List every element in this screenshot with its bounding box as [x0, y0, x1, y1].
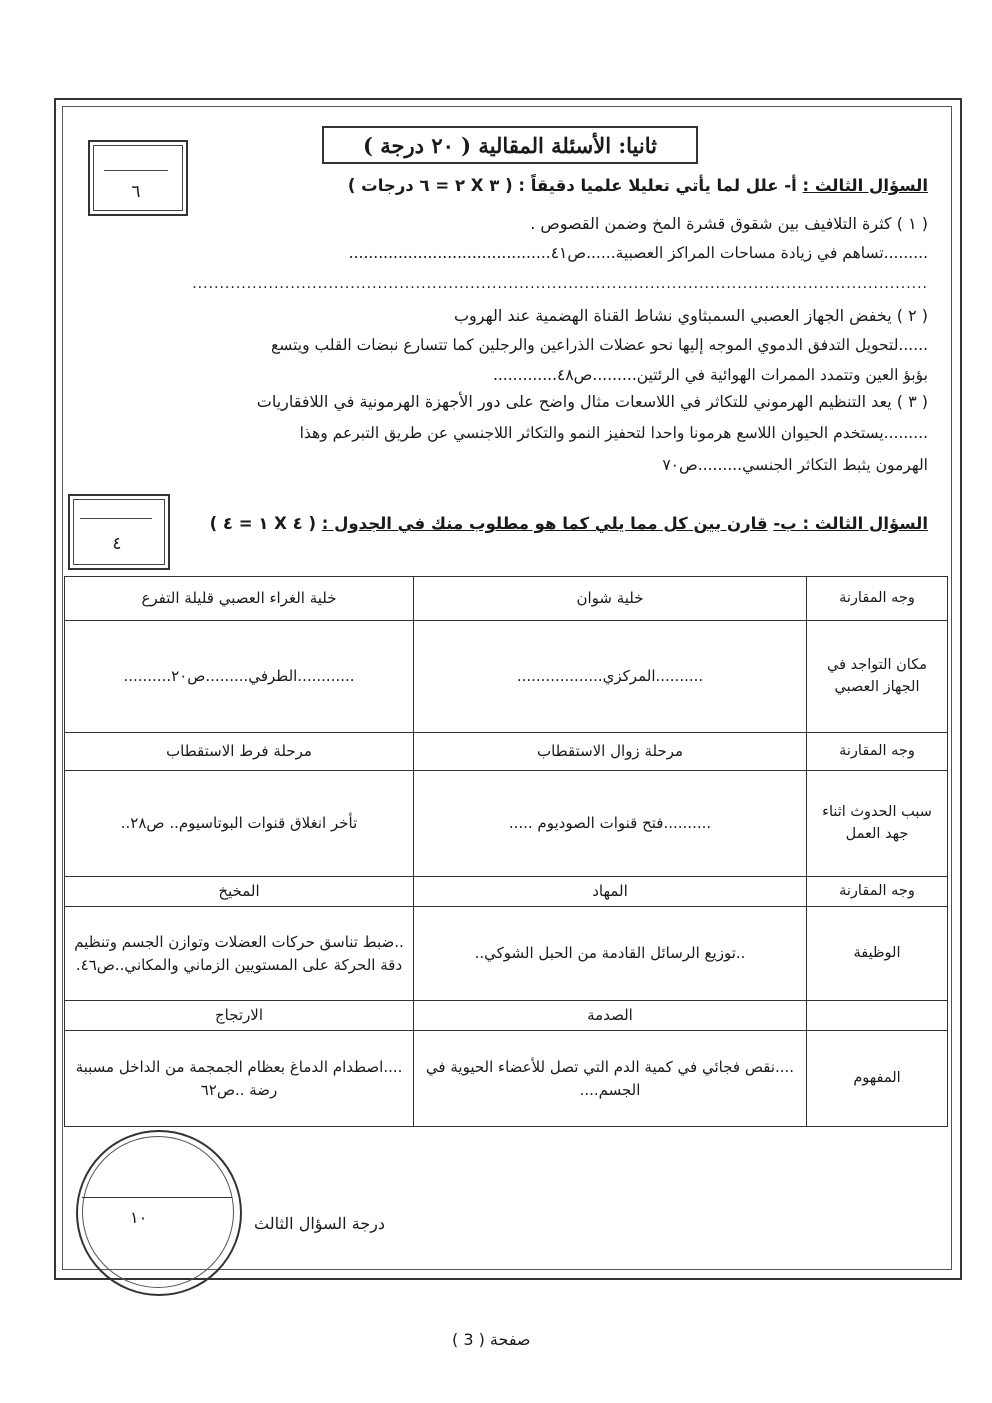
part-a-header	[348, 176, 928, 195]
part-b-header-marks: ( ٤ X ١ = ٤ )	[209, 514, 316, 533]
part-a-score-box	[88, 140, 188, 216]
part-b-header-task: قارن بين كل مما يلي كما هو مطلوب منك في الجدول :	[321, 514, 768, 533]
question-3: ( ٣ ) يعد التنظيم الهرموني للتكاثر في اللاسعات مثال واضح على دور الأجهزة الهرمونية في اللافقاريات	[256, 392, 928, 411]
table-cell-col2: تأخر انغلاق قنوات البوتاسيوم.. ص٢٨..	[65, 771, 414, 877]
table-cell-col1: مرحلة زوال الاستقطاب	[414, 733, 807, 771]
page-number: صفحة ( 3 )	[452, 1330, 531, 1349]
table-cell-col2: مرحلة فرط الاستقطاب	[65, 733, 414, 771]
comparison-table	[64, 576, 948, 1127]
part-b-score-divider	[80, 518, 152, 519]
table-cell-col2: المخيخ	[65, 877, 414, 907]
table-cell-col1: ..........فتح قنوات الصوديوم .....	[414, 771, 807, 877]
total-score-value: ١٠	[130, 1208, 148, 1227]
table-row	[65, 877, 948, 907]
part-a-score-divider	[104, 170, 168, 171]
answer-3-line-1: .........يستخدم الحيوان اللاسع هرمونا واحدا لتحفيز النمو والتكاثر اللاجنسي عن طريق التبرعم وهذا	[299, 424, 928, 442]
table-cell-col1: خلية شوان	[414, 577, 807, 621]
table-cell-side: المفهوم	[807, 1031, 948, 1127]
question-2: ( ٢ ) يخفض الجهاز العصبي السمبثاوي نشاط القناة الهضمية عند الهروب	[453, 306, 928, 325]
table-cell-col2: الارتجاج	[65, 1001, 414, 1031]
total-score-stamp-inner	[82, 1136, 234, 1288]
part-b-header-label: السؤال الثالث : ب-	[773, 514, 928, 533]
table-row	[65, 733, 948, 771]
table-cell-side: الوظيفة	[807, 907, 948, 1001]
table-row	[65, 577, 948, 621]
table-cell-col2: ....اصطدام الدماغ بعظام الجمجمة من الداخل مسببة رضة ..ص٦٢	[65, 1031, 414, 1127]
table-row	[65, 621, 948, 733]
part-b-header	[210, 514, 928, 533]
total-score-label: درجة السؤال الثالث	[254, 1214, 386, 1233]
part-a-score: ٦	[131, 182, 141, 202]
answer-3-line-2: الهرمون يثبط التكاثر الجنسي.........ص٧٠	[662, 456, 928, 474]
table-row	[65, 1001, 948, 1031]
part-b-score: ٤	[112, 534, 122, 554]
table-cell-side	[807, 1001, 948, 1031]
table-cell-side: سبب الحدوث اثناء جهد العمل	[807, 771, 948, 877]
table-cell-side: وجه المقارنة	[807, 577, 948, 621]
table-cell-side: وجه المقارنة	[807, 877, 948, 907]
table-cell-side: مكان التواجد في الجهاز العصبي	[807, 621, 948, 733]
answer-2-line-2: بؤبؤ العين وتتمدد الممرات الهوائية في الرئتين.........ص٤٨.............	[492, 366, 928, 384]
part-a-header-label: السؤال الثالث :	[802, 176, 928, 195]
part-a-header-marks: ( ٣ X ٢ = ٦ درجات )	[347, 176, 513, 195]
table-cell-col2: ..ضبط تناسق حركات العضلات وتوازن الجسم وتنظيم دقة الحركة على المستويين الزماني والمكاني..ص٤٦.	[65, 907, 414, 1001]
total-score-stamp-divider	[82, 1197, 232, 1198]
table-row	[65, 1031, 948, 1127]
table-row	[65, 771, 948, 877]
table-cell-col1: ....نقص فجائي في كمية الدم التي تصل للأعضاء الحيوية في الجسم....	[414, 1031, 807, 1127]
table-cell-col1: ..توزيع الرسائل القادمة من الحبل الشوكي..	[414, 907, 807, 1001]
part-b-score-box	[68, 494, 170, 570]
answer-2-line-1: ......لتحويل التدفق الدموي الموجه إليها نحو عضلات الذراعين والرجلين كما تتسارع نبضات القلب ويتسع	[271, 336, 928, 354]
table-cell-side: وجه المقارنة	[807, 733, 948, 771]
answer-1-line-1: .........تساهم في زيادة مساحات المراكز العصبية......ص٤١.........................................	[348, 244, 928, 262]
table-cell-col2: ............الطرفي.........ص٢٠..........	[65, 621, 414, 733]
question-1: ( ١ ) كثرة التلافيف بين شقوق قشرة المخ وضمن القصوص .	[530, 214, 928, 233]
answer-1-line-2: .......................................................................................................................................	[192, 276, 928, 292]
table-cell-col1: المهاد	[414, 877, 807, 907]
part-a-header-task: أ- علل لما يأتي تعليلا علميا دقيقاً :	[518, 176, 797, 195]
table-cell-col1: ..........المركزي..................	[414, 621, 807, 733]
table-cell-col1: الصدمة	[414, 1001, 807, 1031]
table-row	[65, 907, 948, 1001]
section-title: ثانيا: الأسئلة المقالية ( ٢٠ درجة )	[322, 126, 698, 164]
table-cell-col2: خلية الغراء العصبي قليلة التفرع	[65, 577, 414, 621]
